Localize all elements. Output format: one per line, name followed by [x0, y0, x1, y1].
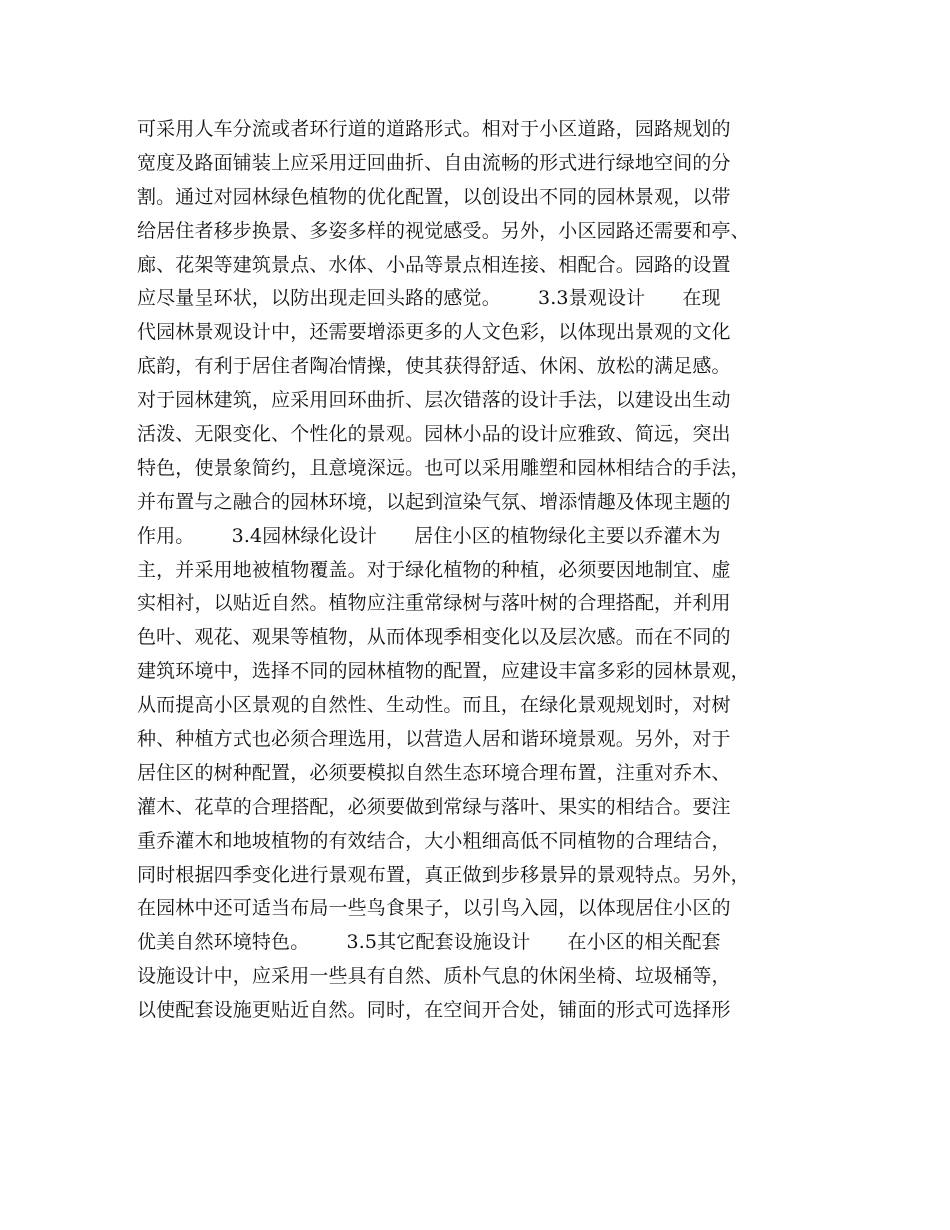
text-line: 作用。 3.4园林绿化设计 居住小区的植物绿化主要以乔灌木为 [137, 524, 721, 547]
text-line: 给居住者移步换景、多姿多样的视觉感受。另外，小区园路还需要和亭、 [137, 219, 750, 242]
text-line: 同时根据四季变化进行景观布置，真正做到步移景异的景观特点。另外， [137, 863, 750, 886]
text-line: 应尽量呈环状，以防出现走回头路的感觉。 3.3景观设计 在现 [137, 287, 721, 310]
text-line: 实相衬，以贴近自然。植物应注重常绿树与落叶树的合理搭配，并利用 [137, 592, 731, 615]
text-line: 活泼、无限变化、个性化的景观。园林小品的设计应雅致、简远，突出 [137, 423, 731, 446]
text-line: 底韵，有利于居住者陶冶情操，使其获得舒适、休闲、放松的满足感。 [137, 355, 731, 378]
text-line: 灌木、花草的合理搭配，必须要做到常绿与落叶、果实的相结合。要注 [137, 795, 731, 818]
text-line: 宽度及路面铺装上应采用迂回曲折、自由流畅的形式进行绿地空间的分 [137, 151, 731, 174]
text-line: 主，并采用地被植物覆盖。对于绿化植物的种植，必须要因地制宜、虚 [137, 558, 731, 581]
text-line: 种、种植方式也必须合理选用，以营造人居和谐环境景观。另外，对于 [137, 728, 731, 751]
text-line: 对于园林建筑，应采用回环曲折、层次错落的设计手法，以建设出生动 [137, 389, 731, 412]
text-line: 重乔灌木和地坡植物的有效结合，大小粗细高低不同植物的合理结合， [137, 829, 731, 852]
text-line: 可采用人车分流或者环行道的道路形式。相对于小区道路，园路规划的 [137, 118, 731, 140]
text-line: 优美自然环境特色。 3.5其它配套设施设计 在小区的相关配套 [137, 931, 721, 954]
text-line: 并布置与之融合的园林环境，以起到渲染气氛、增添情趣及体现主题的 [137, 490, 731, 513]
text-line: 建筑环境中，选择不同的园林植物的配置，应建设丰富多彩的园林景观， [137, 660, 750, 683]
text-line: 特色，使景象简约，且意境深远。也可以采用雕塑和园林相结合的手法， [137, 456, 750, 479]
text-line: 廊、花架等建筑景点、水体、小品等景点相连接、相配合。园路的设置 [137, 253, 731, 276]
text-line: 在园林中还可适当布局一些鸟食果子，以引鸟入园，以体现居住小区的 [137, 897, 731, 920]
text-line: 设施设计中，应采用一些具有自然、质朴气息的休闲坐椅、垃圾桶等， [137, 965, 731, 988]
text-line: 以使配套设施更贴近自然。同时，在空间开合处，铺面的形式可选择形 [137, 999, 731, 1022]
text-line: 割。通过对园林绿色植物的优化配置，以创设出不同的园林景观，以带 [137, 185, 731, 208]
text-line: 代园林景观设计中，还需要增添更多的人文色彩，以体现出景观的文化 [137, 321, 731, 344]
text-line: 居住区的树种配置，必须要模拟自然生态环境合理布置，注重对乔木、 [137, 761, 731, 784]
body-text [137, 113, 827, 1028]
text-line: 从而提高小区景观的自然性、生动性。而且，在绿化景观规划时，对树 [137, 694, 731, 717]
text-line: 色叶、观花、观果等植物，从而体现季相变化以及层次感。而在不同的 [137, 626, 731, 649]
